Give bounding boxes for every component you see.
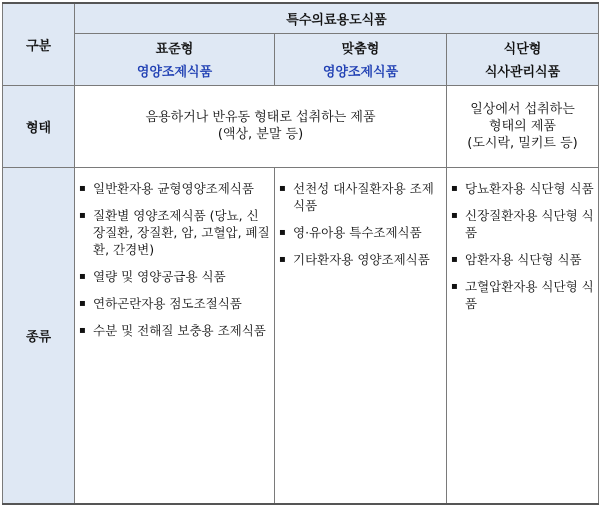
list-item-text: 질환별 영양조제식품 (당뇨, 신장질환, 장질환, 암, 고혈압, 폐질환, 간경변): [93, 207, 270, 257]
standard-subtitle: 영양조제식품: [136, 65, 213, 80]
list-item: [451, 278, 594, 312]
meal-title: 식단형: [503, 42, 542, 57]
header-meal: [447, 33, 599, 85]
bullet-icon: ▪: [451, 253, 458, 265]
list-item: [451, 180, 594, 197]
list-item: [79, 207, 270, 258]
list-item: [279, 251, 442, 268]
header-standard: [75, 33, 275, 85]
bullet-icon: ▪: [451, 182, 458, 194]
list-item: [79, 180, 270, 197]
header-custom: [275, 33, 447, 85]
bullet-icon: ▪: [279, 253, 286, 265]
list-item-text: 일반환자용 균형영양조제식품: [93, 180, 254, 196]
header-category: 구분: [3, 3, 75, 85]
list-item: [451, 251, 594, 268]
kinds-meal: [447, 167, 599, 504]
form-meal: 일상에서 섭취하는 형태의 제품 (도시락, 밀키트 등): [447, 85, 599, 167]
list-item: [79, 268, 270, 285]
custom-subtitle: 영양조제식품: [322, 65, 399, 80]
bullet-icon: ▪: [79, 324, 86, 336]
list-item-text: 연하곤란자용 점도조절식품: [93, 295, 242, 311]
bullet-icon: ▪: [279, 182, 286, 194]
list-item-text: 선천성 대사질환자용 조제식품: [293, 180, 434, 213]
bullet-icon: ▪: [79, 270, 86, 282]
bullet-icon: ▪: [79, 297, 86, 309]
list-item: [79, 322, 270, 339]
form-shared: 음용하거나 반유동 형태로 섭취하는 제품 (액상, 분말 등): [75, 85, 447, 167]
bullet-icon: ▪: [79, 182, 86, 194]
custom-title: 맞춤형: [341, 42, 380, 57]
list-item: [279, 224, 442, 241]
header-group: 특수의료용도식품: [75, 3, 599, 33]
form-label: 형태: [3, 85, 75, 167]
food-category-table: [2, 2, 599, 505]
bullet-icon: ▪: [451, 209, 458, 221]
list-item-text: 열량 및 영양공급용 식품: [93, 268, 226, 284]
list-item-text: 신장질환자용 식단형 식품: [465, 207, 594, 240]
list-item-text: 영·유아용 특수조제식품: [293, 224, 422, 240]
standard-title: 표준형: [155, 42, 194, 57]
bullet-icon: ▪: [451, 280, 458, 292]
list-item-text: 수분 및 전해질 보충용 조제식품: [93, 322, 266, 338]
kinds-label: 종류: [3, 167, 75, 504]
kinds-standard: [75, 167, 275, 504]
list-item: [451, 207, 594, 241]
kinds-custom: [275, 167, 447, 504]
meal-subtitle: 식사관리식품: [484, 65, 561, 80]
list-item: [279, 180, 442, 214]
list-item: [79, 295, 270, 312]
list-item-text: 고혈압환자용 식단형 식품: [465, 278, 594, 311]
list-item-text: 기타환자용 영양조제식품: [293, 251, 430, 267]
list-item-text: 당뇨환자용 식단형 식품: [465, 180, 594, 196]
bullet-icon: ▪: [79, 209, 86, 221]
bullet-icon: ▪: [279, 226, 286, 238]
list-item-text: 암환자용 식단형 식품: [465, 251, 582, 267]
